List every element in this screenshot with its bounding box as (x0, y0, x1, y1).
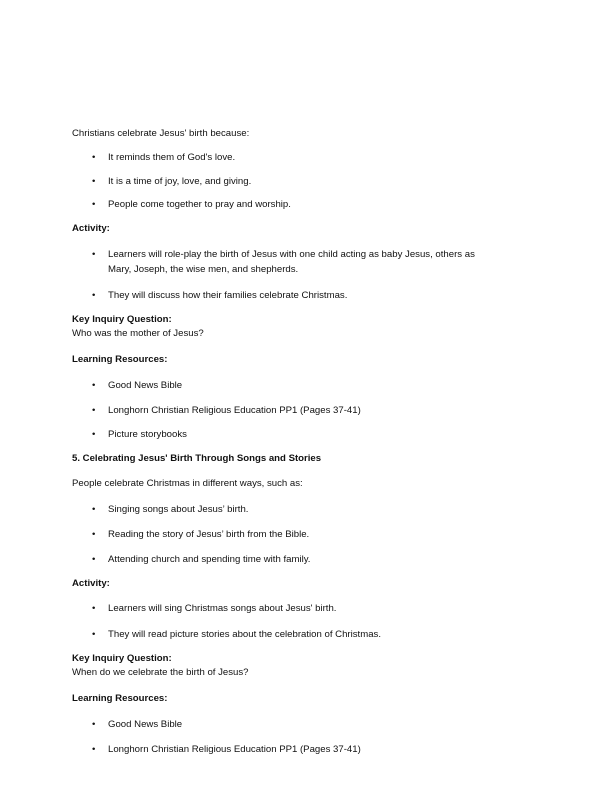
list-item: • It is a time of joy, love, and giving. (108, 175, 251, 189)
activity-heading: Activity: (72, 578, 110, 589)
list-item: • Singing songs about Jesus’ birth. (108, 503, 248, 517)
section-title: 5. Celebrating Jesus' Birth Through Songs and Stories (72, 453, 322, 464)
list-item: • Learners will role-play the birth of Jesus with one child acting as baby Jesus, others as (108, 248, 475, 262)
list-item: • Longhorn Christian Religious Education PP1 (Pages 37-41) (108, 743, 361, 757)
list-item: • Longhorn Christian Religious Education PP1 (Pages 37-41) (108, 404, 361, 418)
key-inquiry-heading: Key Inquiry Question: (72, 314, 172, 325)
list-item: • They will read picture stories about the celebration of Christmas. (108, 628, 381, 642)
section-intro: People celebrate Christmas in different ways, such as: (72, 478, 303, 489)
list-item: • People come together to pray and worship. (108, 198, 291, 212)
list-item: • Reading the story of Jesus’ birth from the Bible. (108, 528, 309, 542)
key-inquiry-question: Who was the mother of Jesus? (72, 328, 204, 339)
list-item: • It reminds them of God's love. (108, 151, 235, 165)
list-item-continuation: Mary, Joseph, the wise men, and shepherds. (108, 264, 299, 275)
list-item: • They will discuss how their families celebrate Christmas. (108, 289, 347, 303)
key-inquiry-heading: Key Inquiry Question: (72, 653, 172, 664)
intro-text: Christians celebrate Jesus' birth because: (72, 128, 250, 139)
list-item: • Picture storybooks (108, 428, 187, 442)
activity-heading: Activity: (72, 223, 110, 234)
resources-heading: Learning Resources: (72, 354, 168, 365)
list-item: • Good News Bible (108, 718, 182, 732)
list-item: • Attending church and spending time with family. (108, 553, 310, 567)
key-inquiry-question: When do we celebrate the birth of Jesus? (72, 667, 249, 678)
list-item: • Learners will sing Christmas songs about Jesus' birth. (108, 602, 336, 616)
resources-heading: Learning Resources: (72, 693, 168, 704)
list-item: • Good News Bible (108, 379, 182, 393)
